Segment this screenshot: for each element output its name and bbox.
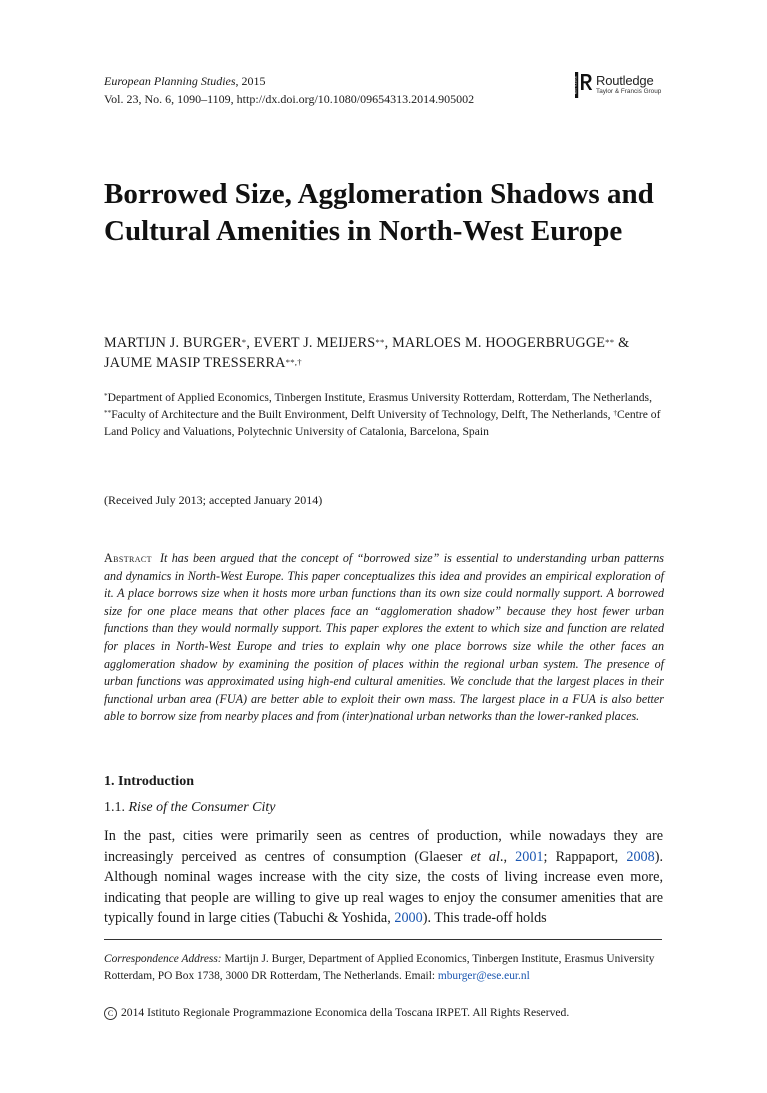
author-name: & JAUME MASIP TRESSERRA xyxy=(104,335,630,371)
body-text-part: In the past, cities were primarily seen as centres of production, while nowadays they are increasingly perceived as centres of consumption (Glaeser xyxy=(104,828,663,865)
affiliation-text: Centre of Land Policy and Valuations, Polytechnic University of Catalonia, Barcelona, Spain xyxy=(104,408,661,439)
correspondence-note xyxy=(104,951,664,985)
author-list xyxy=(104,333,664,373)
body-text-etal: et al xyxy=(470,848,500,865)
subsection-title xyxy=(104,798,276,818)
publisher-logo xyxy=(575,72,675,100)
subsection-name: Rise of the Consumer City xyxy=(128,800,276,815)
copyright-text: 2014 Istituto Regionale Programmazione Economica della Toscana IRPET. All Rights Reserved. xyxy=(121,1006,570,1019)
journal-year: , 2015 xyxy=(235,74,266,88)
author-name: MARTIJN J. BURGER xyxy=(104,335,242,351)
affiliation-mark: † xyxy=(613,409,617,418)
affiliation-text: Faculty of Architecture and the Built Environment, Delft University of Technology, Delft, The Netherlands, xyxy=(111,408,614,422)
journal-citation[interactable]: Vol. 23, No. 6, 1090–1109, http://dx.doi.org/10.1080/09654313.2014.905002 xyxy=(104,92,475,106)
abstract xyxy=(104,550,664,726)
affiliation-mark: * xyxy=(104,392,108,400)
routledge-r-logo-icon xyxy=(575,72,595,98)
abstract-label: Abstract xyxy=(104,551,152,565)
author-mark: ** xyxy=(605,337,615,347)
author-name: , MARLOES M. HOOGERBRUGGE xyxy=(384,335,606,351)
correspondence-text: Martijn J. Burger, Department of Applied Economics, Tinbergen Institute, Erasmus University Rotterdam, PO Box 1738, 3000 DR Rotterdam, The Netherlands. Email: xyxy=(104,953,655,982)
body-paragraph xyxy=(104,826,663,929)
logo-side-text: ROUTLEDGE xyxy=(573,75,578,95)
body-text-part: ., xyxy=(499,848,516,865)
correspondence-label: Correspondence Address: xyxy=(104,953,222,965)
publisher-name: Routledge xyxy=(596,73,654,88)
affiliations xyxy=(104,389,664,441)
received-dates: (Received July 2013; accepted January 2014) xyxy=(104,493,323,507)
author-mark: ** xyxy=(375,337,385,347)
journal-line xyxy=(104,72,584,90)
copyright-line xyxy=(104,1004,664,1021)
body-text-part: ). This trade-off holds xyxy=(422,910,547,926)
section-title: 1. Introduction xyxy=(104,774,194,789)
author-name: , EVERT J. MEIJERS xyxy=(246,335,376,351)
subsection-number: 1.1. xyxy=(104,800,129,815)
article-title: Borrowed Size, Agglomeration Shadows and Cultural Amenities in North-West Europe xyxy=(104,178,654,247)
citation-link-2000[interactable]: 2000 xyxy=(394,910,423,926)
publisher-group: Taylor & Francis Group xyxy=(596,88,662,95)
citation-link-2008[interactable]: 2008 xyxy=(626,848,655,865)
footnote-divider xyxy=(104,939,662,940)
copyright-icon: C xyxy=(104,1007,117,1020)
author-mark: * xyxy=(241,337,247,347)
author-mark: **,† xyxy=(285,357,302,367)
body-text-part: ; Rappaport, xyxy=(543,848,627,865)
body-text-part: ). Although nominal wages increase with the city size, the costs of living increase even more, indicating that people are willing to give up real wages to enjoy the consumer amenities that are typically found in large cities (Tabuchi & Yoshida, xyxy=(104,848,663,926)
journal-name: European Planning Studies xyxy=(104,74,236,88)
affiliation-text: Department of Applied Economics, Tinbergen Institute, Erasmus University Rotterdam, Rotterdam, The Netherlands, xyxy=(107,391,652,404)
journal-header xyxy=(104,72,584,108)
affiliation-mark: ** xyxy=(104,409,112,418)
citation-link-2001[interactable]: 2001 xyxy=(515,848,544,865)
abstract-text: It has been argued that the concept of “borrowed size” is essential to understanding urban patterns and dynamics in North-West Europe. This paper conceptualizes this idea and provides an empirical exploration of it. A place borrows size when it hosts more urban functions than its own size could normally support. A borrowed size for one place means that other places face an “agglomeration shadow” because they host fewer urban functions than they would normally support. This paper explores the extent to which size and function are related for places in North-West Europe and tries to explain why one place borrows size while the other faces an agglomeration shadow by examining the position of places within the regional urban system. The presence of urban functions was approximated using high-end cultural amenities. We conclude that the largest places in their functional urban area (FUA) are better able to exploit their own mass. The largest place in a FUA is also better able to borrow size from nearby places and from (inter)national urban networks than the lower-ranked places. xyxy=(104,551,664,724)
email-link[interactable]: mburger@ese.eur.nl xyxy=(437,970,530,982)
